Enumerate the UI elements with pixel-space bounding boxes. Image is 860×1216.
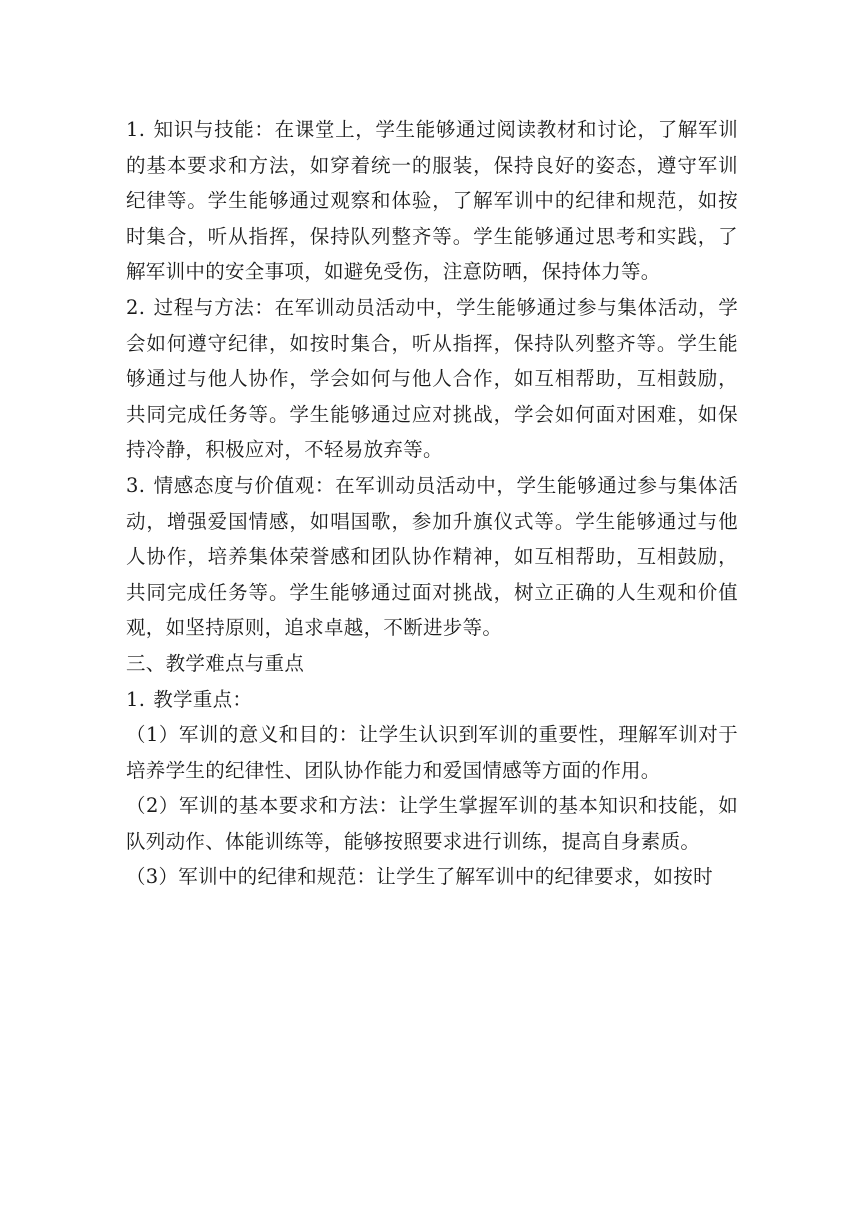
list-item-significance xyxy=(126,717,738,788)
list-item-text: （1）军训的意义和目的：让学生认识到军训的重要性，理解军训对于培养学生的纪律性、团队协作能力和爱国情感等方面的作用。 xyxy=(126,723,738,782)
paragraph-text: 过程与方法：在军训动员活动中，学生能够通过参与集体活动，学会如何遵守纪律，如按时集合，听从指挥，保持队列整齐等。学生能够通过与他人协作，学会如何与他人合作，如互相帮助，互相鼓励，共同完成任务等。学生能够通过应对挑战，学会如何面对困难，如保持冷静，积极应对，不轻易放弃等。 xyxy=(126,295,738,462)
paragraph-text: 知识与技能：在课堂上，学生能够通过阅读教材和讨论，了解军训的基本要求和方法，如穿着统一的服装，保持良好的姿态，遵守军训纪律等。学生能够通过观察和体验，了解军训中的纪律和规范，如按时集合，听从指挥，保持队列整齐等。学生能够通过思考和实践，了解军训中的安全事项，如避免受伤，注意防晒，保持体力等。 xyxy=(126,118,738,284)
document-page xyxy=(126,112,738,895)
paragraph-number: 3. xyxy=(126,473,146,497)
section-heading xyxy=(126,646,738,682)
paragraph-attitudes-values xyxy=(126,468,738,646)
paragraph-process-methods xyxy=(126,290,738,468)
list-item-requirements xyxy=(126,788,738,859)
list-item-text: （3）军训中的纪律和规范：让学生了解军训中的纪律要求，如按时 xyxy=(126,865,713,889)
paragraph-number: 1. xyxy=(126,118,146,141)
paragraph-knowledge-skills xyxy=(126,112,738,290)
list-item-discipline xyxy=(126,859,738,895)
paragraph-number: 1. xyxy=(126,687,146,711)
subsection-heading xyxy=(126,682,738,718)
paragraph-text: 情感态度与价值观：在军训动员活动中，学生能够通过参与集体活动，增强爱国情感，如唱国歌，参加升旗仪式等。学生能够通过与他人协作，培养集体荣誉感和团队协作精神，如互相帮助，互相鼓励，共同完成任务等。学生能够通过面对挑战，树立正确的人生观和价值观，如坚持原则，追求卓越，不断进步等。 xyxy=(126,473,738,640)
paragraph-number: 2. xyxy=(126,295,146,319)
subsection-heading-text: 教学重点： xyxy=(153,687,253,711)
section-heading-text: 三、教学难点与重点 xyxy=(126,651,305,675)
list-item-text: （2）军训的基本要求和方法：让学生掌握军训的基本知识和技能，如队列动作、体能训练等，能够按照要求进行训练，提高自身素质。 xyxy=(126,794,738,853)
